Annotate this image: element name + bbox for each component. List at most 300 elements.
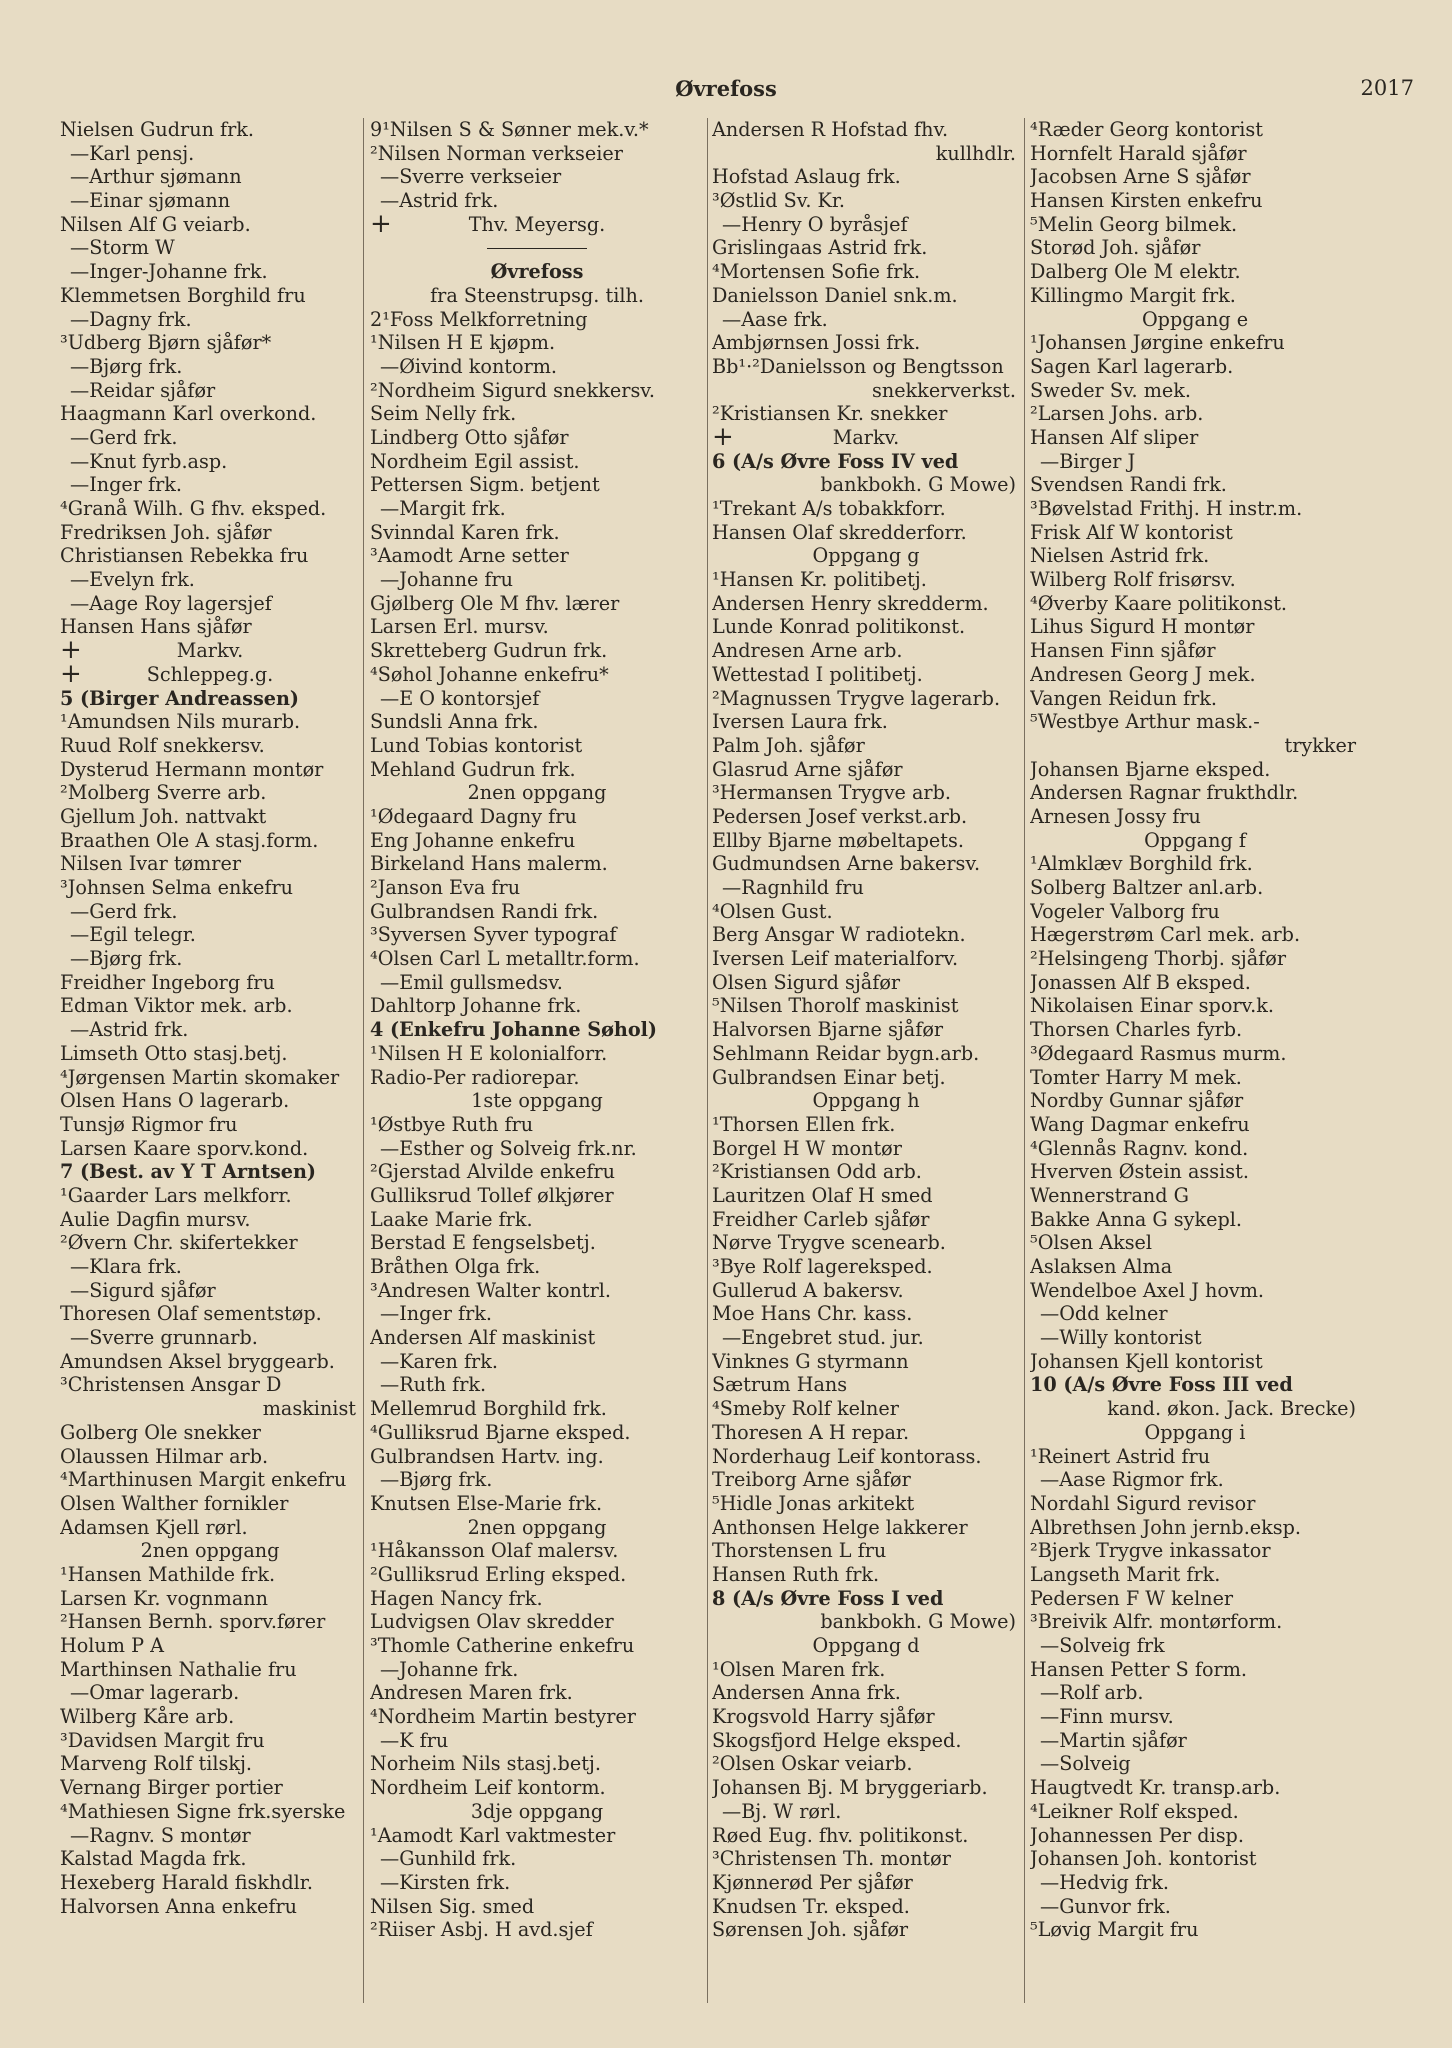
resident-entry: Ludvigsen Olav skredder: [370, 1610, 614, 1634]
street-crossing: [370, 213, 704, 237]
resident-entry: Arnesen Jossy fru: [1030, 804, 1201, 828]
resident-entry: Anthonsen Helge lakkerer: [712, 1515, 968, 1539]
resident-entry: Radio-Per radiorepar.: [370, 1065, 580, 1089]
resident-entry: —Egil telegr.: [70, 923, 196, 947]
crossing-mark-icon: +: [712, 425, 734, 450]
resident-entry: Wilberg Rolf frisørsv.: [1030, 568, 1236, 592]
resident-entry: ⁴Gulliksrud Bjarne eksped.: [370, 1420, 631, 1444]
resident-entry: Sundsli Anna frk.: [370, 710, 539, 734]
resident-entry: Gulliksrud Tollef ølkjører: [370, 1183, 614, 1207]
resident-entry: ⁴Glennås Ragnv. kond.: [1030, 1136, 1249, 1160]
resident-entry: Larsen Erl. mursv.: [370, 615, 549, 639]
resident-entry: Gudmundsen Arne bakersv.: [712, 852, 981, 876]
resident-entry: —Solveig frk: [1040, 1634, 1165, 1657]
resident-entry: Wendelboe Axel J hovm.: [1030, 1278, 1265, 1302]
resident-entry: Skogsfjord Helge eksped.: [712, 1728, 962, 1752]
resident-entry: Hansen Kirsten enkefru: [1030, 189, 1263, 213]
resident-entry: Gulbrandsen Randi frk.: [370, 899, 599, 923]
resident-entry: Vangen Reidun frk.: [1030, 686, 1218, 710]
resident-entry: —Ragnv. S montør: [70, 1823, 251, 1847]
section-heading: Oppgang g: [812, 544, 920, 568]
resident-entry: ²Gulliksrud Erling eksped.: [370, 1562, 627, 1586]
resident-entry: Thoresen A H repar.: [712, 1420, 910, 1444]
entry-continuation: kand. økon. Jack. Brecke): [1107, 1397, 1356, 1421]
resident-entry: Vogeler Valborg fru: [1030, 899, 1220, 923]
resident-entry: Hansen Alf sliper: [1030, 425, 1199, 449]
resident-entry: Laake Marie frk.: [370, 1207, 533, 1231]
resident-entry: —Astrid frk.: [70, 1018, 189, 1042]
resident-entry: Glasrud Arne sjåfør: [712, 757, 903, 781]
resident-entry: Vinknes G styrmann: [712, 1349, 909, 1373]
resident-entry: ¹Thorsen Ellen frk.: [712, 1112, 896, 1136]
resident-entry: —Klara frk.: [70, 1255, 182, 1278]
resident-entry: Gulbrandsen Hartv. ing.: [370, 1444, 604, 1468]
resident-entry: Nilsen Sig. smed: [370, 1894, 535, 1918]
resident-entry: Fredriksen Joh. sjåfør: [60, 520, 272, 544]
resident-entry: —Astrid frk.: [380, 189, 499, 213]
resident-entry: Johannessen Per disp.: [1030, 1823, 1244, 1847]
resident-entry: ⁴Olsen Carl L metalltr.form.: [370, 947, 640, 971]
resident-entry: Langseth Marit frk.: [1030, 1562, 1221, 1586]
resident-entry: Svendsen Randi frk.: [1030, 473, 1227, 497]
section-heading: Oppgang i: [1144, 1420, 1246, 1444]
resident-entry: ¹Almklæv Borghild frk.: [1030, 852, 1253, 876]
resident-entry: ⁴Søhol Johanne enkefru*: [370, 662, 609, 686]
resident-entry: —K fru: [380, 1728, 449, 1752]
resident-entry: Aslaksen Alma: [1030, 1255, 1173, 1278]
street-crossing: [60, 663, 360, 687]
resident-entry: ³Aamodt Arne setter: [370, 544, 569, 568]
resident-entry: —Odd kelner: [1040, 1302, 1168, 1326]
resident-entry: ¹Østbye Ruth fru: [370, 1112, 534, 1136]
resident-entry: ⁵Nilsen Thorolf maskinist: [712, 994, 959, 1018]
directory-column-4: [1030, 118, 1360, 2018]
resident-entry: Bb¹·²Danielsson og Bengtsson: [712, 354, 1004, 378]
resident-entry: ¹Amundsen Nils murarb.: [60, 710, 301, 734]
resident-entry: ¹Johansen Jørgine enkefru: [1030, 331, 1285, 355]
resident-entry: ⁴Marthinusen Margit enkefru: [60, 1468, 347, 1492]
resident-entry: —Bjørg frk.: [70, 354, 183, 378]
resident-entry: Bakke Anna G sykepl.: [1030, 1207, 1242, 1231]
resident-entry: —Kirsten frk.: [380, 1870, 511, 1894]
resident-entry: Dalberg Ole M elektr.: [1030, 260, 1241, 284]
resident-entry: Jonassen Alf B eksped.: [1030, 970, 1251, 994]
resident-entry: Svinndal Karen frk.: [370, 520, 560, 544]
resident-entry: Nordahl Sigurd revisor: [1030, 1491, 1256, 1515]
resident-entry: —Ragnhild fru: [722, 876, 864, 899]
resident-entry: ¹Hansen Mathilde frk.: [60, 1562, 276, 1586]
resident-entry: Hexeberg Harald fiskhdlr.: [60, 1870, 313, 1894]
resident-entry: Hansen Olaf skredderforr.: [712, 520, 967, 544]
resident-entry: 9¹Nilsen S & Sønner mek.v.*: [370, 118, 649, 141]
page-title: Øvrefoss: [675, 76, 777, 101]
resident-entry: Amundsen Aksel bryggearb.: [60, 1349, 335, 1373]
resident-entry: Krogsvold Harry sjåfør: [712, 1705, 935, 1729]
resident-entry: ⁴Ræder Georg kontorist: [1030, 118, 1263, 141]
entry-continuation: maskinist: [262, 1397, 356, 1421]
resident-entry: Kalstad Magda frk.: [60, 1847, 247, 1871]
resident-entry: Hansen Ruth frk.: [712, 1562, 880, 1586]
section-divider: [370, 236, 704, 260]
resident-entry: Braathen Ole A stasj.form.: [60, 828, 319, 852]
street-crossing: [712, 426, 1020, 450]
resident-entry: —Birger J: [1040, 449, 1136, 473]
resident-entry: Nordby Gunnar sjåfør: [1030, 1089, 1244, 1113]
resident-entry: —Inger-Johanne frk.: [70, 260, 268, 284]
resident-entry: Hverven Østein assist.: [1030, 1160, 1249, 1184]
resident-entry: Skretteberg Gudrun frk.: [370, 639, 608, 663]
resident-entry: —Esther og Solveig frk.nr.: [380, 1136, 637, 1160]
section-heading: Oppgang e: [1141, 307, 1249, 331]
resident-entry: ³Johnsen Selma enkefru: [60, 876, 294, 899]
resident-entry: —Arthur sjømann: [70, 165, 242, 189]
resident-entry: ²Kristiansen Kr. snekker: [712, 402, 948, 426]
resident-entry: Hagen Nancy frk.: [370, 1586, 543, 1610]
resident-entry: Tomter Harry M mek.: [1030, 1065, 1242, 1089]
entry-continuation: kullhdlr.: [935, 141, 1016, 165]
resident-entry: Freidher Carleb sjåfør: [712, 1207, 930, 1231]
resident-entry: —Gunhild frk.: [380, 1847, 517, 1871]
resident-entry: ⁵Løvig Margit fru: [1030, 1918, 1199, 1942]
resident-entry: Hansen Finn sjåfør: [1030, 639, 1216, 663]
resident-entry: Iversen Laura frk.: [712, 710, 888, 734]
column-separator: [363, 118, 364, 2003]
resident-entry: —Knut fyrb.asp.: [70, 449, 228, 473]
resident-entry: Nielsen Gudrun frk.: [60, 118, 255, 141]
resident-entry: Haagmann Karl overkond.: [60, 402, 317, 426]
resident-entry: ¹Håkansson Olaf malersv.: [370, 1539, 619, 1563]
resident-entry: Ruud Rolf snekkersv.: [60, 733, 265, 757]
resident-entry: ⁴Mortensen Sofie frk.: [712, 260, 921, 284]
resident-entry: Johansen Kjell kontorist: [1030, 1349, 1263, 1373]
resident-entry: ⁵Westbye Arthur mask.-: [1030, 710, 1260, 734]
street-name: Schleppeg.g.: [146, 662, 274, 686]
resident-entry: ¹Aamodt Karl vaktmester: [370, 1823, 616, 1847]
resident-entry: Ellby Bjarne møbeltapets.: [712, 828, 964, 852]
resident-entry: Mellemrud Borghild frk.: [370, 1397, 607, 1421]
resident-entry: ²Larsen Johs. arb.: [1030, 402, 1204, 426]
resident-entry: Halvorsen Anna enkefru: [60, 1894, 297, 1918]
resident-entry: Haugtvedt Kr. transp.arb.: [1030, 1776, 1281, 1800]
resident-entry: —Reidar sjåfør: [70, 378, 216, 402]
resident-entry: —Johanne fru: [380, 568, 514, 592]
building-number: 6 (A/s Øvre Foss IV ved: [712, 449, 959, 473]
resident-entry: —Rolf arb.: [1040, 1681, 1144, 1705]
resident-entry: Kjønnerød Per sjåfør: [712, 1870, 913, 1894]
resident-entry: Ambjørnsen Jossi frk.: [712, 331, 921, 355]
resident-entry: Lauritzen Olaf H smed: [712, 1183, 933, 1207]
resident-entry: —Sverre verkseier: [380, 165, 562, 189]
resident-entry: Andersen Henry skredderm.: [712, 591, 989, 615]
resident-entry: Knudsen Tr. eksped.: [712, 1894, 910, 1918]
resident-entry: Andersen R Hofstad fhv.: [712, 118, 949, 141]
resident-entry: Limseth Otto stasj.betj.: [60, 1041, 288, 1065]
section-heading: Oppgang d: [812, 1634, 920, 1657]
resident-entry: —Bj. W rørl.: [722, 1799, 842, 1823]
resident-entry: Lindberg Otto sjåfør: [370, 425, 569, 449]
resident-entry: ²Nordheim Sigurd snekkersv.: [370, 378, 655, 402]
resident-entry: Nordheim Egil assist.: [370, 449, 580, 473]
resident-entry: ²Bjerk Trygve inkassator: [1030, 1539, 1271, 1563]
resident-entry: Berg Ansgar W radiotekn.: [712, 923, 966, 947]
resident-entry: —Evelyn frk.: [70, 568, 195, 592]
resident-entry: ⁴Nordheim Martin bestyrer: [370, 1705, 636, 1729]
resident-entry: Danielsson Daniel snk.m.: [712, 283, 958, 307]
resident-entry: Sweder Sv. mek.: [1030, 378, 1192, 402]
resident-entry: —Gerd frk.: [70, 425, 178, 449]
building-number: 5 (Birger Andreassen): [60, 686, 299, 710]
resident-entry: —Finn mursv.: [1040, 1705, 1174, 1729]
resident-entry: Johansen Bjarne eksped.: [1030, 757, 1271, 781]
column-separator: [707, 118, 708, 2003]
resident-entry: Nielsen Astrid frk.: [1030, 544, 1210, 568]
resident-entry: Knutsen Else-Marie frk.: [370, 1491, 603, 1515]
resident-entry: ⁵Hidle Jonas arkitekt: [712, 1491, 915, 1515]
resident-entry: Grislingaas Astrid frk.: [712, 236, 928, 260]
resident-entry: Eng Johanne enkefru: [370, 828, 576, 852]
resident-entry: Johansen Bj. M bryggeriarb.: [712, 1776, 988, 1800]
resident-entry: ³Bye Rolf lagereksped.: [712, 1255, 933, 1278]
resident-entry: Palm Joh. sjåfør: [712, 733, 865, 757]
resident-entry: Killingmo Margit frk.: [1030, 283, 1236, 307]
resident-entry: ²Gjerstad Alvilde enkefru: [370, 1160, 616, 1184]
section-heading: 2nen oppgang: [467, 1515, 607, 1539]
resident-entry: Mehland Gudrun frk.: [370, 757, 576, 781]
resident-entry: Norheim Nils stasj.betj.: [370, 1752, 601, 1776]
resident-entry: Thorsen Charles fyrb.: [1030, 1018, 1243, 1042]
entry-continuation: bankbokh. G Mowe): [820, 1610, 1016, 1634]
resident-entry: Klemmetsen Borghild fru: [60, 283, 306, 307]
resident-entry: Hansen Petter S form.: [1030, 1657, 1248, 1681]
resident-entry: Thorstensen L fru: [712, 1539, 887, 1563]
resident-entry: Pedersen Josef verkst.arb.: [712, 804, 968, 828]
column-separator: [1024, 118, 1025, 2003]
resident-entry: —Aage Roy lagersjef: [70, 591, 272, 615]
resident-entry: ⁴Olsen Gust.: [712, 899, 833, 923]
resident-entry: ¹Olsen Maren frk.: [712, 1657, 886, 1681]
resident-entry: ²Hansen Bernh. sporv.fører: [60, 1610, 326, 1634]
resident-entry: ⁵Melin Georg bilmek.: [1030, 212, 1238, 236]
building-number: 7 (Best. av Y T Arntsen): [60, 1160, 317, 1184]
resident-entry: Gullerud A bakersv.: [712, 1278, 904, 1302]
resident-entry: Vernang Birger portier: [60, 1776, 283, 1800]
resident-entry: —Henry O byråsjef: [722, 212, 908, 236]
resident-entry: Jacobsen Arne S sjåfør: [1030, 165, 1251, 189]
resident-entry: Treiborg Arne sjåfør: [712, 1468, 911, 1492]
resident-entry: ³Christensen Ansgar D: [60, 1373, 282, 1397]
resident-entry: ¹Trekant A/s tobakkforr.: [712, 497, 946, 520]
resident-entry: —Inger frk.: [70, 473, 183, 497]
resident-entry: Larsen Kaare sporv.kond.: [60, 1136, 309, 1160]
resident-entry: Halvorsen Bjarne sjåfør: [712, 1018, 944, 1042]
resident-entry: Berstad E fengselsbetj.: [370, 1231, 596, 1255]
resident-entry: Hansen Hans sjåfør: [60, 615, 252, 639]
section-heading: Oppgang h: [812, 1089, 920, 1113]
resident-entry: Bråthen Olga frk.: [370, 1255, 541, 1278]
resident-entry: Sagen Karl lagerarb.: [1030, 354, 1234, 378]
resident-entry: Lihus Sigurd H montør: [1030, 615, 1255, 639]
resident-entry: Freidher Ingeborg fru: [60, 970, 275, 994]
resident-entry: Pedersen F W kelner: [1030, 1586, 1234, 1610]
resident-entry: Andersen Ragnar frukthdlr.: [1030, 781, 1299, 805]
resident-entry: Nordheim Leif kontorm.: [370, 1776, 606, 1800]
resident-entry: ²Øvern Chr. skifertekker: [60, 1231, 298, 1255]
resident-entry: Lund Tobias kontorist: [370, 733, 583, 757]
resident-entry: Marthinsen Nathalie fru: [60, 1657, 297, 1681]
resident-entry: —Karl pensj.: [70, 141, 195, 165]
resident-entry: ²Helsingeng Thorbj. sjåfør: [1030, 947, 1287, 971]
resident-entry: —Solveig: [1040, 1752, 1131, 1776]
resident-entry: Thoresen Olaf sementstøp.: [60, 1302, 322, 1326]
resident-entry: Røed Eug. fhv. politikonst.: [712, 1823, 969, 1847]
resident-entry: Andresen Maren frk.: [370, 1681, 573, 1705]
resident-entry: Frisk Alf W kontorist: [1030, 520, 1233, 544]
entry-continuation: snekkerverkst.: [872, 378, 1016, 402]
resident-entry: Norderhaug Leif kontorass.: [712, 1444, 982, 1468]
resident-entry: Johansen Joh. kontorist: [1030, 1847, 1257, 1871]
resident-entry: ⁴Smeby Rolf kelner: [712, 1397, 899, 1421]
entry-continuation: bankbokh. G Mowe): [820, 473, 1016, 497]
directory-column-3: [712, 118, 1020, 2018]
resident-entry: ³Breivik Alfr. montørform.: [1030, 1610, 1283, 1634]
resident-entry: —Margit frk.: [380, 497, 506, 520]
resident-entry: —Bjørg frk.: [380, 1468, 493, 1492]
resident-entry: Christiansen Rebekka fru: [60, 544, 309, 568]
resident-entry: Andersen Alf maskinist: [370, 1326, 596, 1350]
resident-entry: —Gunvor frk.: [1040, 1894, 1171, 1918]
resident-entry: —Omar lagerarb.: [70, 1681, 240, 1705]
resident-entry: ¹Nilsen H E kjøpm.: [370, 331, 556, 355]
resident-entry: —Hedvig frk.: [1040, 1870, 1169, 1894]
resident-entry: Wang Dagmar enkefru: [1030, 1112, 1250, 1136]
resident-entry: —Storm W: [70, 236, 175, 260]
crossing-mark-icon: +: [60, 639, 82, 663]
resident-entry: ³Davidsen Margit fru: [60, 1728, 265, 1752]
resident-entry: Wettestad I politibetj.: [712, 662, 923, 686]
resident-entry: Sehlmann Reidar bygn.arb.: [712, 1041, 980, 1065]
directory-column-2: [370, 118, 704, 2018]
resident-entry: Holum P A: [60, 1634, 164, 1657]
resident-entry: ³Andresen Walter kontrl.: [370, 1278, 611, 1302]
resident-entry: Golberg Ole snekker: [60, 1420, 261, 1444]
resident-entry: ⁴Granå Wilh. G fhv. eksped.: [60, 497, 327, 520]
resident-entry: Nørve Trygve scenearb.: [712, 1231, 946, 1255]
resident-entry: ⁴Øverby Kaare politikonst.: [1030, 591, 1287, 615]
resident-entry: Hornfelt Harald sjåfør: [1030, 141, 1247, 165]
resident-entry: —Øivind kontorm.: [380, 354, 558, 378]
resident-entry: —Bjørg frk.: [70, 947, 183, 971]
resident-entry: Gulbrandsen Einar betj.: [712, 1065, 946, 1089]
resident-entry: Olsen Walther fornikler: [60, 1491, 289, 1515]
resident-entry: Andresen Georg J mek.: [1030, 662, 1256, 686]
resident-entry: ¹Nilsen H E kolonialforr.: [370, 1041, 608, 1065]
resident-entry: Sørensen Joh. sjåfør: [712, 1918, 909, 1942]
resident-entry: ³Christensen Th. montør: [712, 1847, 951, 1871]
resident-entry: Borgel H W montør: [712, 1136, 902, 1160]
resident-entry: ⁵Olsen Aksel: [1030, 1231, 1153, 1255]
resident-entry: ¹Reinert Astrid fru: [1030, 1444, 1211, 1468]
resident-entry: ²Molberg Sverre arb.: [60, 781, 267, 805]
resident-entry: ⁴Leikner Rolf eksped.: [1030, 1799, 1239, 1823]
resident-entry: Sætrum Hans: [712, 1373, 848, 1397]
resident-entry: —Aase frk.: [722, 307, 828, 331]
resident-entry: ²Olsen Oskar veiarb.: [712, 1752, 913, 1776]
resident-entry: Solberg Baltzer anl.arb.: [1030, 876, 1264, 899]
resident-entry: ²Kristiansen Odd arb.: [712, 1160, 922, 1184]
page-number: 2017: [1360, 76, 1414, 100]
resident-entry: Storød Joh. sjåfør: [1030, 236, 1201, 260]
resident-entry: ¹Gaarder Lars melkforr.: [60, 1183, 292, 1207]
section-heading: Øvrefoss: [490, 260, 584, 284]
resident-entry: ⁴Mathiesen Signe frk.syerske: [60, 1799, 346, 1823]
resident-entry: ²Janson Eva fru: [370, 876, 521, 899]
resident-entry: ³Østlid Sv. Kr.: [712, 189, 846, 213]
resident-entry: Seim Nelly frk.: [370, 402, 517, 426]
resident-entry: Lunde Konrad politikonst.: [712, 615, 966, 639]
resident-entry: —Emil gullsmedsv.: [380, 970, 563, 994]
street-name: Markv.: [176, 639, 244, 663]
resident-entry: Nilsen Alf G veiarb.: [60, 212, 251, 236]
resident-entry: Adamsen Kjell rørl.: [60, 1515, 248, 1539]
resident-entry: Tunsjø Rigmor fru: [60, 1112, 238, 1136]
resident-entry: Olaussen Hilmar arb.: [60, 1444, 269, 1468]
section-heading: Oppgang f: [1144, 828, 1246, 852]
section-heading: 1ste oppgang: [471, 1089, 603, 1113]
resident-entry: Birkeland Hans malerm.: [370, 852, 608, 876]
resident-entry: —Willy kontorist: [1040, 1326, 1202, 1350]
building-number: 10 (A/s Øvre Foss III ved: [1030, 1373, 1293, 1397]
resident-entry: 2¹Foss Melkforretning: [370, 307, 588, 331]
resident-entry: Moe Hans Chr. kass.: [712, 1302, 913, 1326]
resident-entry: —Aase Rigmor frk.: [1040, 1468, 1224, 1492]
resident-entry: Hægerstrøm Carl mek. arb.: [1030, 923, 1301, 947]
street-crossing: [60, 639, 360, 663]
resident-entry: ¹Hansen Kr. politibetj.: [712, 568, 927, 592]
resident-entry: Dysterud Hermann montør: [60, 757, 324, 781]
resident-entry: Dahltorp Johanne frk.: [370, 994, 582, 1018]
resident-entry: —E O kontorsjef: [380, 686, 540, 710]
resident-entry: ²Nilsen Norman verkseier: [370, 141, 623, 165]
resident-entry: Larsen Kr. vognmann: [60, 1586, 268, 1610]
section-heading: 2nen oppgang: [467, 781, 607, 805]
resident-entry: —Sverre grunnarb.: [70, 1326, 258, 1350]
building-number: 4 (Enkefru Johanne Søhol): [370, 1018, 657, 1042]
resident-entry: —Gerd frk.: [70, 899, 178, 923]
crossing-mark-icon: +: [60, 662, 82, 687]
resident-entry: —Karen frk.: [380, 1349, 498, 1373]
resident-entry: —Dagny frk.: [70, 307, 192, 331]
resident-entry: ³Bøvelstad Frithj. H instr.m.: [1030, 497, 1303, 520]
resident-entry: Andersen Anna frk.: [712, 1681, 901, 1705]
resident-entry: ³Syversen Syver typograf: [370, 923, 617, 947]
resident-entry: Wennerstrand G: [1030, 1183, 1189, 1207]
resident-entry: Olsen Sigurd sjåfør: [712, 970, 901, 994]
resident-entry: ²Riiser Asbj. H avd.sjef: [370, 1918, 593, 1942]
resident-entry: Edman Viktor mek. arb.: [60, 994, 293, 1018]
resident-entry: Iversen Leif materialforv.: [712, 947, 959, 971]
street-name: Markv.: [832, 425, 900, 449]
resident-entry: ³Udberg Bjørn sjåfør*: [60, 331, 272, 355]
resident-entry: Gjellum Joh. nattvakt: [60, 804, 267, 828]
building-number: 8 (A/s Øvre Foss I ved: [712, 1586, 944, 1610]
resident-entry: ³Ødegaard Rasmus murm.: [1030, 1041, 1287, 1065]
street-name: Thv. Meyersg.: [468, 212, 606, 236]
resident-entry: Gjølberg Ole M fhv. lærer: [370, 591, 620, 615]
crossing-mark-icon: +: [370, 212, 392, 237]
resident-entry: ²Magnussen Trygve lagerarb.: [712, 686, 1001, 710]
resident-entry: ³Hermansen Trygve arb.: [712, 781, 951, 805]
directory-column-1: [60, 118, 360, 2018]
